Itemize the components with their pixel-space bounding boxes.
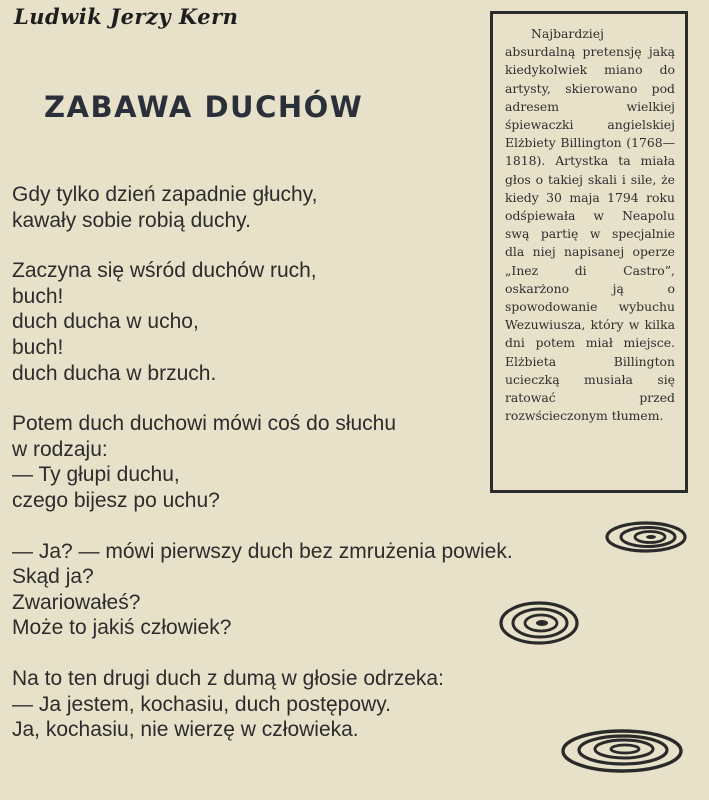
poem-line: duch ducha w ucho, [12, 310, 199, 334]
poem-line: — Ty głupi duchu, [12, 463, 180, 487]
poem-line: buch! [12, 284, 64, 308]
spiral-ghost-icon [560, 728, 684, 774]
poem-line: Na to ten drugi duch z dumą w głosie odrzeka: [12, 666, 444, 690]
poem-line: Potem duch duchowi mówi coś do słuchu [12, 412, 397, 436]
poem-title: ZABAWA DUCHÓW [44, 90, 364, 124]
spiral-ghost-icon [604, 520, 688, 554]
poem-line: — Ja? — mówi pierwszy duch bez zmrużenia powiek. [12, 539, 513, 563]
trivia-text: Najbardziej absurdalną pretensję jaką kiedykolwiek miano do artysty, skierowano pod adresem wielkiej śpiewaczki angielskiej Elżbiety Billington (1768—1818). Artystka ta miała głos o takiej skali i sile, że kiedy 30 maja 1794 roku odśpiewała w Neapolu swą partię w specjalnie dla niej napisanej operze „Inez di Castro”, oskarżono ją o spowodowanie wybuchu Wezuwiusza, który w kilka dni potem miał miejsce. Elżbieta Billington ucieczką musiała się ratować przed rozwścieczonym tłumem. [505, 26, 675, 424]
poem-line: — Ja jestem, kochasiu, duch postępowy. [12, 692, 391, 716]
poem-line: buch! [12, 335, 64, 359]
poem-line: kawały sobie robią duchy. [12, 208, 251, 232]
poem-line: Może to jakiś człowiek? [12, 616, 232, 640]
poem-line: Ja, kochasiu, nie wierzę w człowieka. [12, 718, 359, 742]
poem-line: Skąd ja? [12, 565, 94, 589]
poem-line: Gdy tylko dzień zapadnie głuchy, [12, 183, 318, 206]
poem-line: duch ducha w brzuch. [12, 361, 217, 385]
poem-line: czego bijesz po uchu? [12, 488, 220, 512]
author-name: Ludwik Jerzy Kern [14, 4, 239, 29]
spiral-ghost-icon [498, 600, 580, 646]
poem-line: Zaczyna się wśród duchów ruch, [12, 259, 317, 283]
stanza [12, 539, 702, 641]
trivia-box [490, 11, 688, 493]
poem-line: Zwariowałeś? [12, 590, 141, 614]
poem-line: w rodzaju: [12, 437, 108, 461]
